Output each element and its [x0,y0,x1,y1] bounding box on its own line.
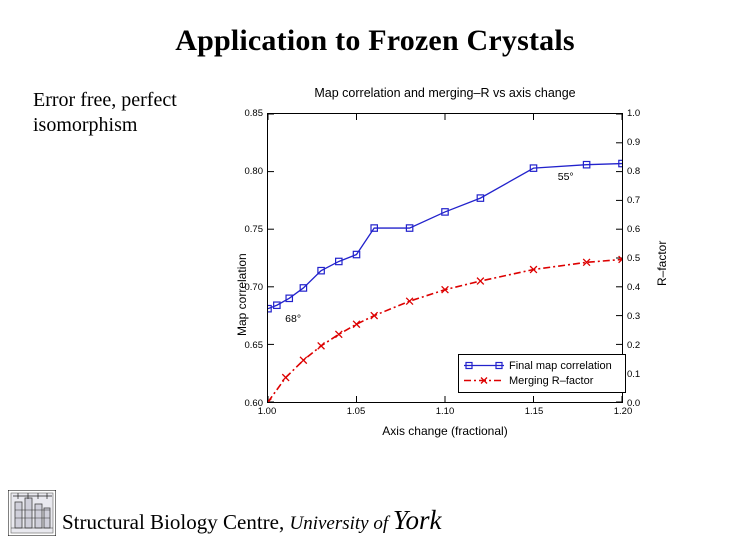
sbc-logo [8,490,56,536]
legend-item [463,373,621,388]
y2-tick-label: 0.2 [627,340,641,351]
series-marker [353,321,360,328]
series-marker [477,278,484,285]
legend-item [463,358,621,373]
y-tick-label: 0.70 [244,282,263,293]
legend-label: Final map correlation [509,359,612,372]
y2-tick-label: 0.1 [627,369,641,380]
annotation-angle-68: 68° [285,313,302,326]
y-tick-label: 0.60 [244,398,263,409]
y-tick-label: 0.85 [244,108,263,119]
x-tick-label: 1.15 [524,406,544,417]
annotation-angle-55: 55° [557,171,574,184]
x-tick-label: 1.05 [346,406,366,417]
x-axis-title: Axis change (fractional) [382,424,508,438]
y2-tick-label: 0.5 [627,253,641,264]
series-marker [282,374,289,381]
y-tick-label: 0.75 [244,224,263,235]
side-note-text: Error free, perfect isomorphism [33,89,177,136]
series-marker [371,312,378,319]
legend-label: Merging R–factor [509,374,594,387]
chart-legend [458,354,626,393]
footer [0,480,750,550]
y-axis-title: Map correlation [235,253,249,336]
y2-axis-title: R–factor [655,240,669,286]
series-line-map-correlation [268,164,622,309]
x-tick-label: 1.10 [435,406,455,417]
y2-tick-label: 0.8 [627,166,641,177]
legend-swatch-merging-r-factor [463,374,505,387]
y2-tick-label: 0.6 [627,224,641,235]
x-tick-label: 1.20 [613,406,633,417]
y2-tick-label: 0.0 [627,398,641,409]
series-marker [318,342,325,349]
y2-tick-label: 0.3 [627,311,641,322]
y-tick-label: 0.65 [244,340,263,351]
page-title: Application to Frozen Crystals [175,24,575,57]
series-marker [406,298,413,305]
y2-tick-label: 0.7 [627,195,641,206]
footer-text-york: York [392,505,442,535]
y2-tick-label: 1.0 [627,108,641,119]
chart-figure [225,86,669,446]
legend-swatch-map-correlation [463,359,505,372]
plot-canvas [267,113,623,403]
footer-text-main: Structural Biology Centre, [62,510,290,534]
series-marker [335,331,342,338]
footer-text-university: University of [289,513,393,534]
y-tick-label: 0.80 [244,166,263,177]
series-marker [300,357,307,364]
x-tick-label: 1.00 [257,406,277,417]
chart-title: Map correlation and merging–R vs axis change [314,86,576,100]
footer-text [62,505,441,536]
y2-tick-label: 0.4 [627,282,641,293]
y2-tick-label: 0.9 [627,137,641,148]
